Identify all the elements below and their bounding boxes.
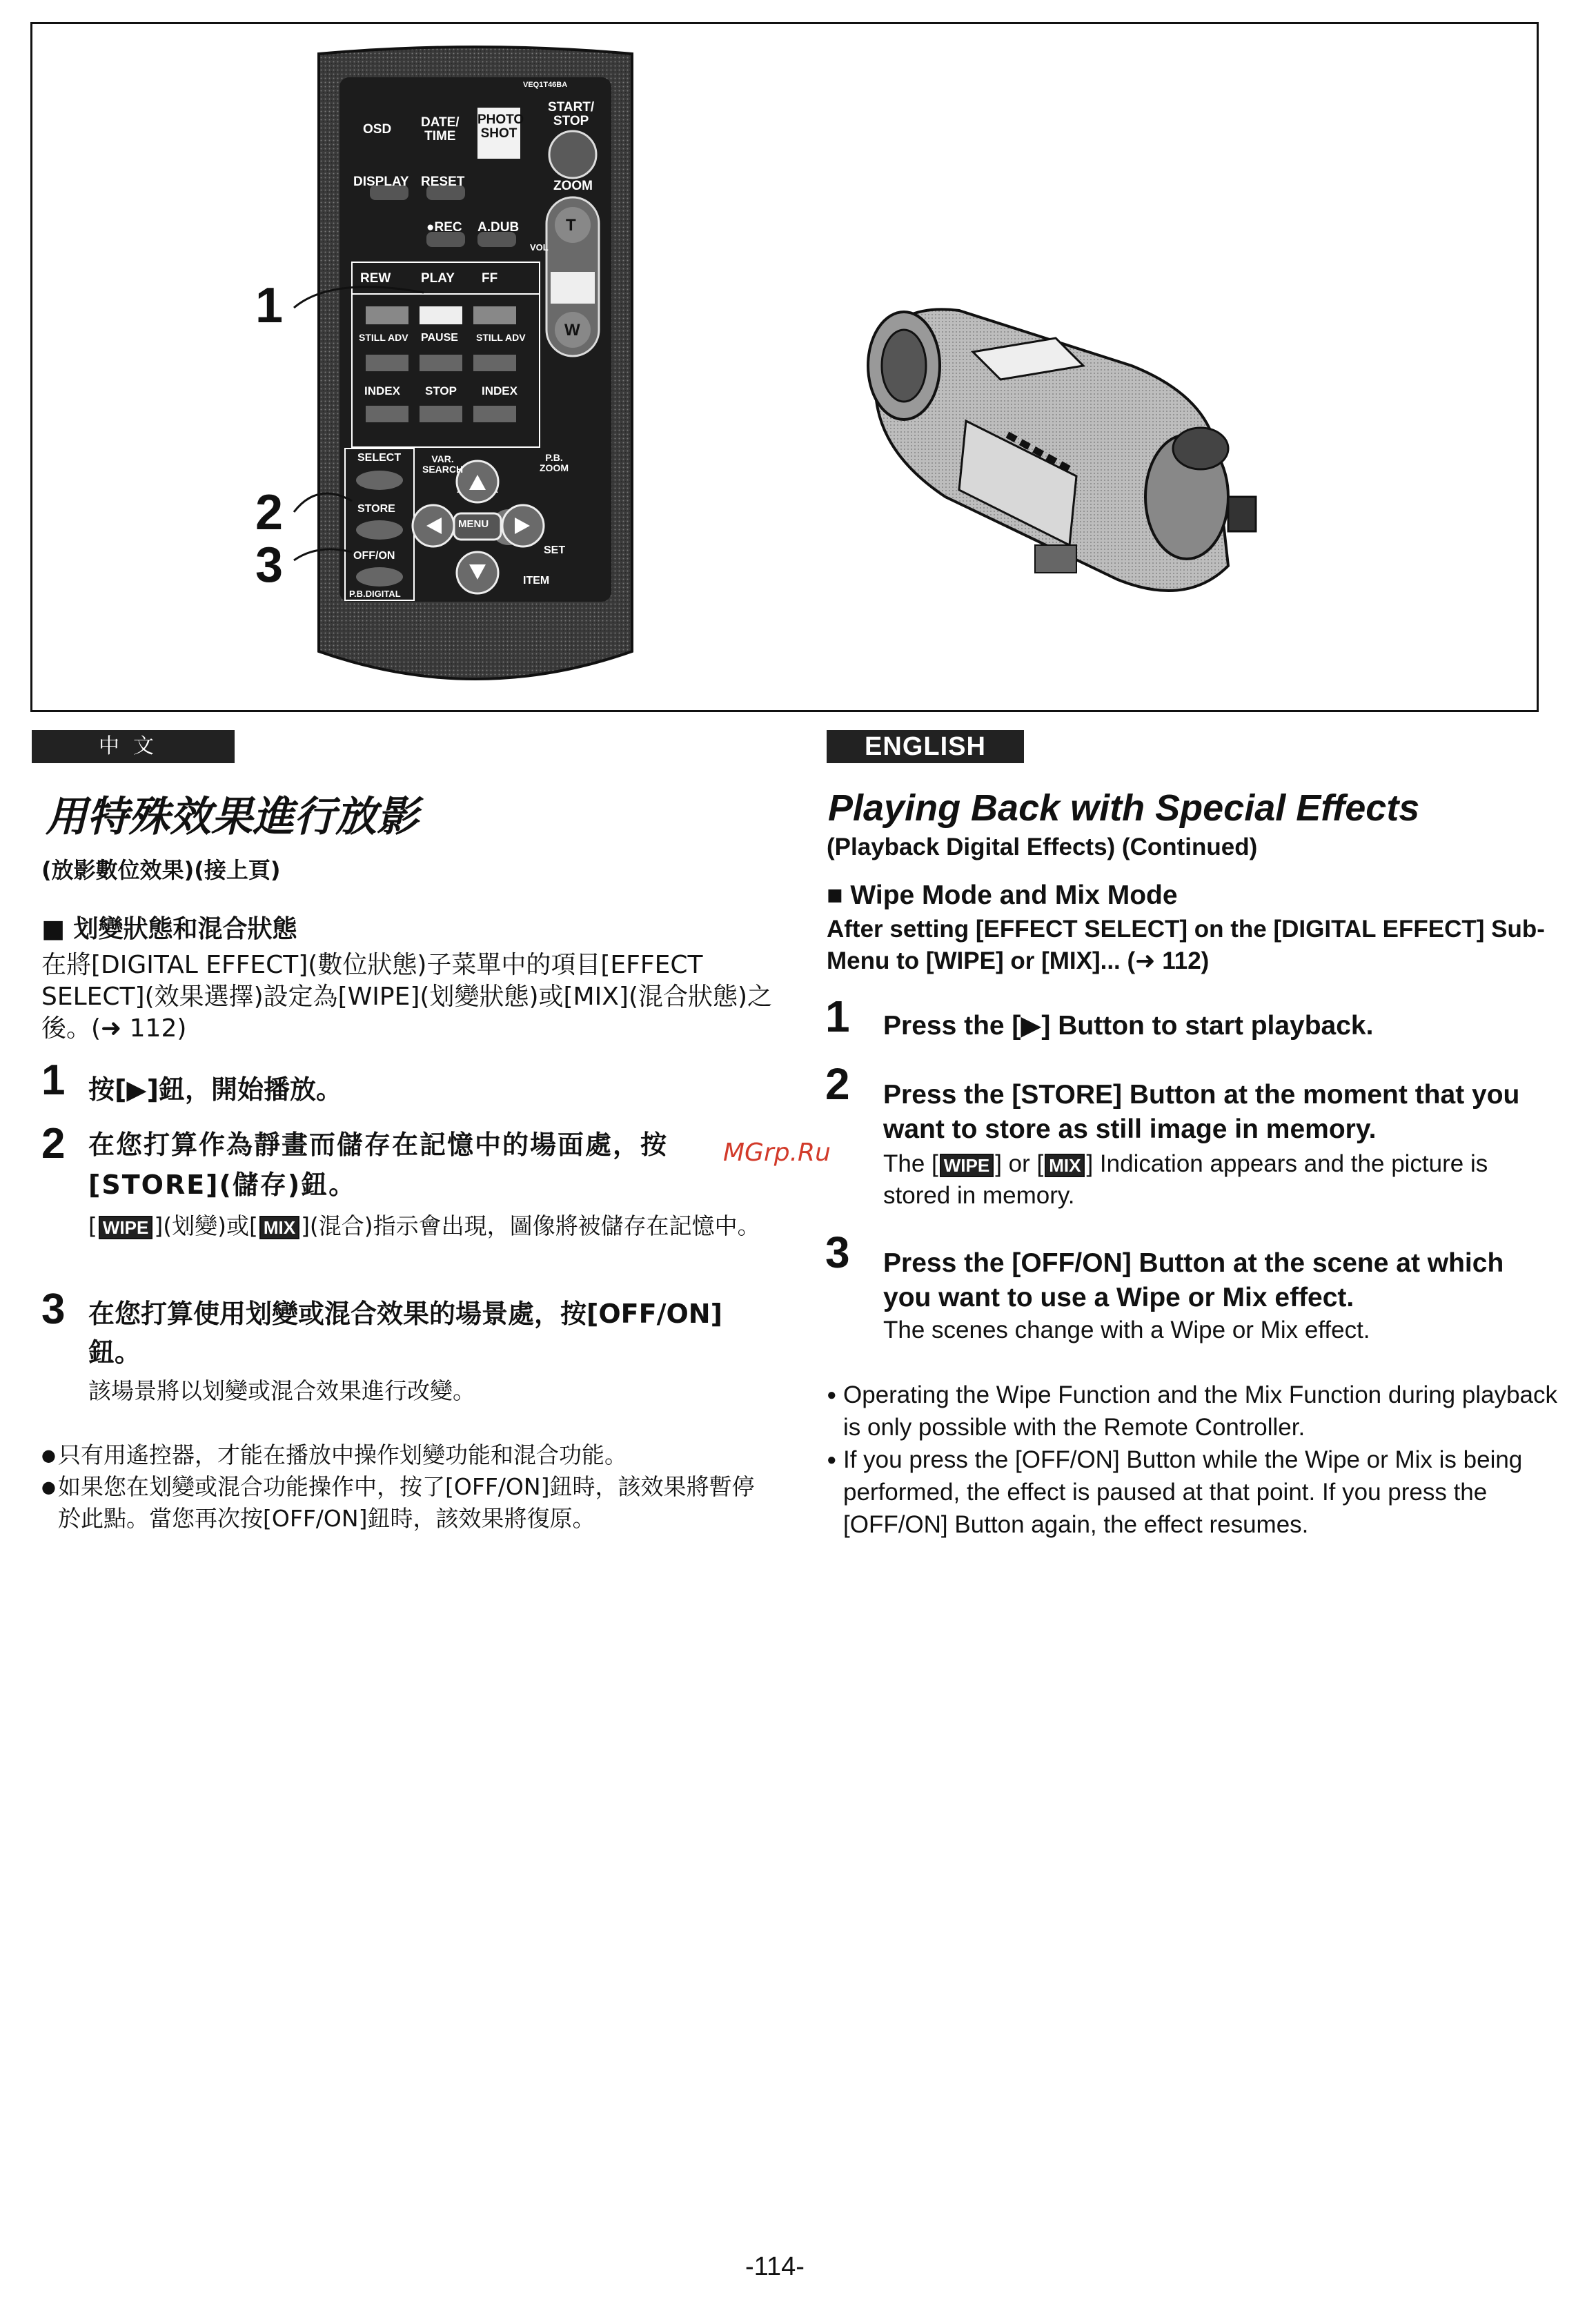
off-on-button-label: OFF/ON — [353, 550, 395, 562]
camcorder-icon — [842, 290, 1270, 662]
zh-notes-list — [41, 1439, 773, 1535]
osd-button-label: OSD — [363, 122, 392, 137]
pause-button-label: PAUSE — [421, 332, 458, 344]
select-button-label: SELECT — [357, 452, 402, 464]
en-page-subtitle: (Playback Digital Effects) (Continued) — [827, 834, 1258, 860]
item-label: ITEM — [523, 575, 550, 587]
en-note-middle: ] or [ — [995, 1150, 1044, 1177]
zh-step-3-number: 3 — [41, 1286, 66, 1333]
en-notes-list — [827, 1379, 1558, 1541]
illustration-frame — [30, 22, 1539, 712]
en-step-3-text: Press the [OFF/ON] Button at the scene at which you want to use a Wipe or Mix effect. — [883, 1248, 1504, 1312]
en-step-3-number: 3 — [825, 1228, 850, 1277]
mix-indicator-badge: MIX — [259, 1216, 299, 1239]
zh-step-2-number: 2 — [41, 1120, 66, 1168]
zh-section-heading: ■ 划變狀態和混合狀態 — [41, 915, 297, 943]
en-step-2-note — [883, 1148, 1546, 1212]
rec-button-label: ●REC — [426, 220, 462, 235]
english-language-bar: ENGLISH — [827, 730, 1024, 763]
en-step-1-text: Press the [▶] Button to start playback. — [883, 1011, 1374, 1041]
still-adv-right-label: STILL ADV — [476, 332, 526, 343]
wipe-indicator-badge: WIPE — [940, 1154, 994, 1177]
start-stop-button-label: START/ STOP — [548, 100, 595, 128]
zh-step-3-text: 在您打算使用划變或混合效果的場景處，按[OFF/ON]鈕。 — [88, 1299, 722, 1368]
menu-button-label: MENU — [458, 518, 489, 530]
zoom-label: ZOOM — [553, 179, 593, 193]
callout-leader-lines — [269, 262, 448, 607]
zh-note-item: ● 只有用遙控器，才能在播放中操作划變功能和混合功能。 — [41, 1439, 773, 1471]
en-section-heading: ■ Wipe Mode and Mix Mode — [827, 880, 1178, 910]
zoom-w-label: W — [564, 321, 580, 339]
en-step-1-number: 1 — [825, 992, 850, 1041]
en-page-title: Playing Back with Special Effects — [828, 787, 1420, 829]
en-step-2-number: 2 — [825, 1059, 850, 1109]
callout-3: 3 — [255, 538, 284, 593]
set-label: SET — [544, 544, 566, 556]
pb-zoom-label: P.B. ZOOM — [540, 452, 569, 473]
a-dub-button-label: A.DUB — [477, 220, 520, 235]
callout-2: 2 — [255, 485, 284, 540]
zh-page-subtitle: (放影數位效果)(接上頁) — [41, 857, 281, 883]
reset-button-label: RESET — [421, 175, 465, 189]
zh-note-suffix: ](混合)指示會出現，圖像將被儲存在記憶中。 — [301, 1212, 760, 1239]
zh-step-1-text: 按[▶]鈕，開始播放。 — [88, 1074, 342, 1105]
play-button-label: PLAY — [421, 271, 455, 286]
pb-digital-label: P.B.DIGITAL — [349, 589, 401, 599]
still-adv-left-label: STILL ADV — [359, 332, 408, 343]
rewind-button-label: REW — [360, 271, 391, 286]
en-note-suffix: ] Indication appears and the picture is stored in memory. — [883, 1150, 1488, 1209]
wipe-indicator-badge: WIPE — [99, 1216, 152, 1239]
stop-button-label: STOP — [425, 384, 457, 397]
en-step-3-note: The scenes change with a Wipe or Mix effect. — [883, 1317, 1370, 1343]
remote-model-label: VEQ1T46BA — [523, 81, 568, 89]
store-button-label: STORE — [357, 503, 395, 515]
index-left-label: INDEX — [364, 384, 400, 397]
fast-forward-button-label: FF — [482, 271, 498, 286]
volume-label: VOL — [530, 242, 549, 253]
zh-step-2-note — [88, 1210, 765, 1242]
zh-note-item: ● 如果您在划變或混合功能操作中，按了[OFF/ON]鈕時，該效果將暫停於此點。當您再次按[OFF/ON]鈕時，該效果將復原。 — [41, 1471, 773, 1535]
zh-step-3-note: 該場景將以划變或混合效果進行改變。 — [88, 1377, 475, 1404]
en-intro-text: After setting [EFFECT SELECT] on the [DIGITAL EFFECT] Sub-Menu to [WIPE] or [MIX]... (➜ 112) — [827, 916, 1545, 974]
zoom-t-label: T — [566, 216, 576, 235]
en-note-prefix: The [ — [883, 1150, 938, 1177]
zh-page-title: 用特殊效果進行放影 — [46, 793, 418, 841]
en-note-item: ● If you press the [OFF/ON] Button while the Wipe or Mix is being performed, the effect is paused at that point. If you press the [OFF/ON] Button again, the effect resumes. — [827, 1444, 1558, 1541]
index-right-label: INDEX — [482, 384, 518, 397]
zh-note-prefix: [ — [88, 1212, 97, 1239]
display-button-label: DISPLAY — [353, 175, 409, 189]
var-search-label: VAR. SEARCH — [422, 453, 464, 475]
zh-note-middle: ](划變)或[ — [154, 1212, 258, 1239]
zh-step-1-number: 1 — [41, 1056, 66, 1104]
callout-1: 1 — [255, 278, 284, 333]
chinese-language-bar: 中文 — [32, 730, 235, 763]
site-watermark: MGrp.Ru — [723, 1139, 831, 1167]
page-number: -114- — [745, 2252, 805, 2281]
mix-indicator-badge: MIX — [1045, 1154, 1085, 1177]
zh-intro-text: 在將[DIGITAL EFFECT](數位狀態)子菜單中的項目[EFFECT SELECT](效果選擇)設定為[WIPE](划變狀態)或[MIX](混合狀態)之後。(➜ 112) — [41, 951, 773, 1043]
photo-shot-button-label: PHOTO SHOT — [477, 112, 524, 141]
en-note-item: ● Operating the Wipe Function and the Mix Function during playback is only possible with the Remote Controller. — [827, 1379, 1558, 1444]
en-step-2-text: Press the [STORE] Button at the moment that you want to store as still image in memory. — [883, 1080, 1520, 1144]
date-time-button-label: DATE/ TIME — [421, 115, 460, 144]
zh-step-2-text: 在您打算作為靜畫而儲存在記憶中的場面處，按[STORE](儲存)鈕。 — [88, 1130, 669, 1200]
